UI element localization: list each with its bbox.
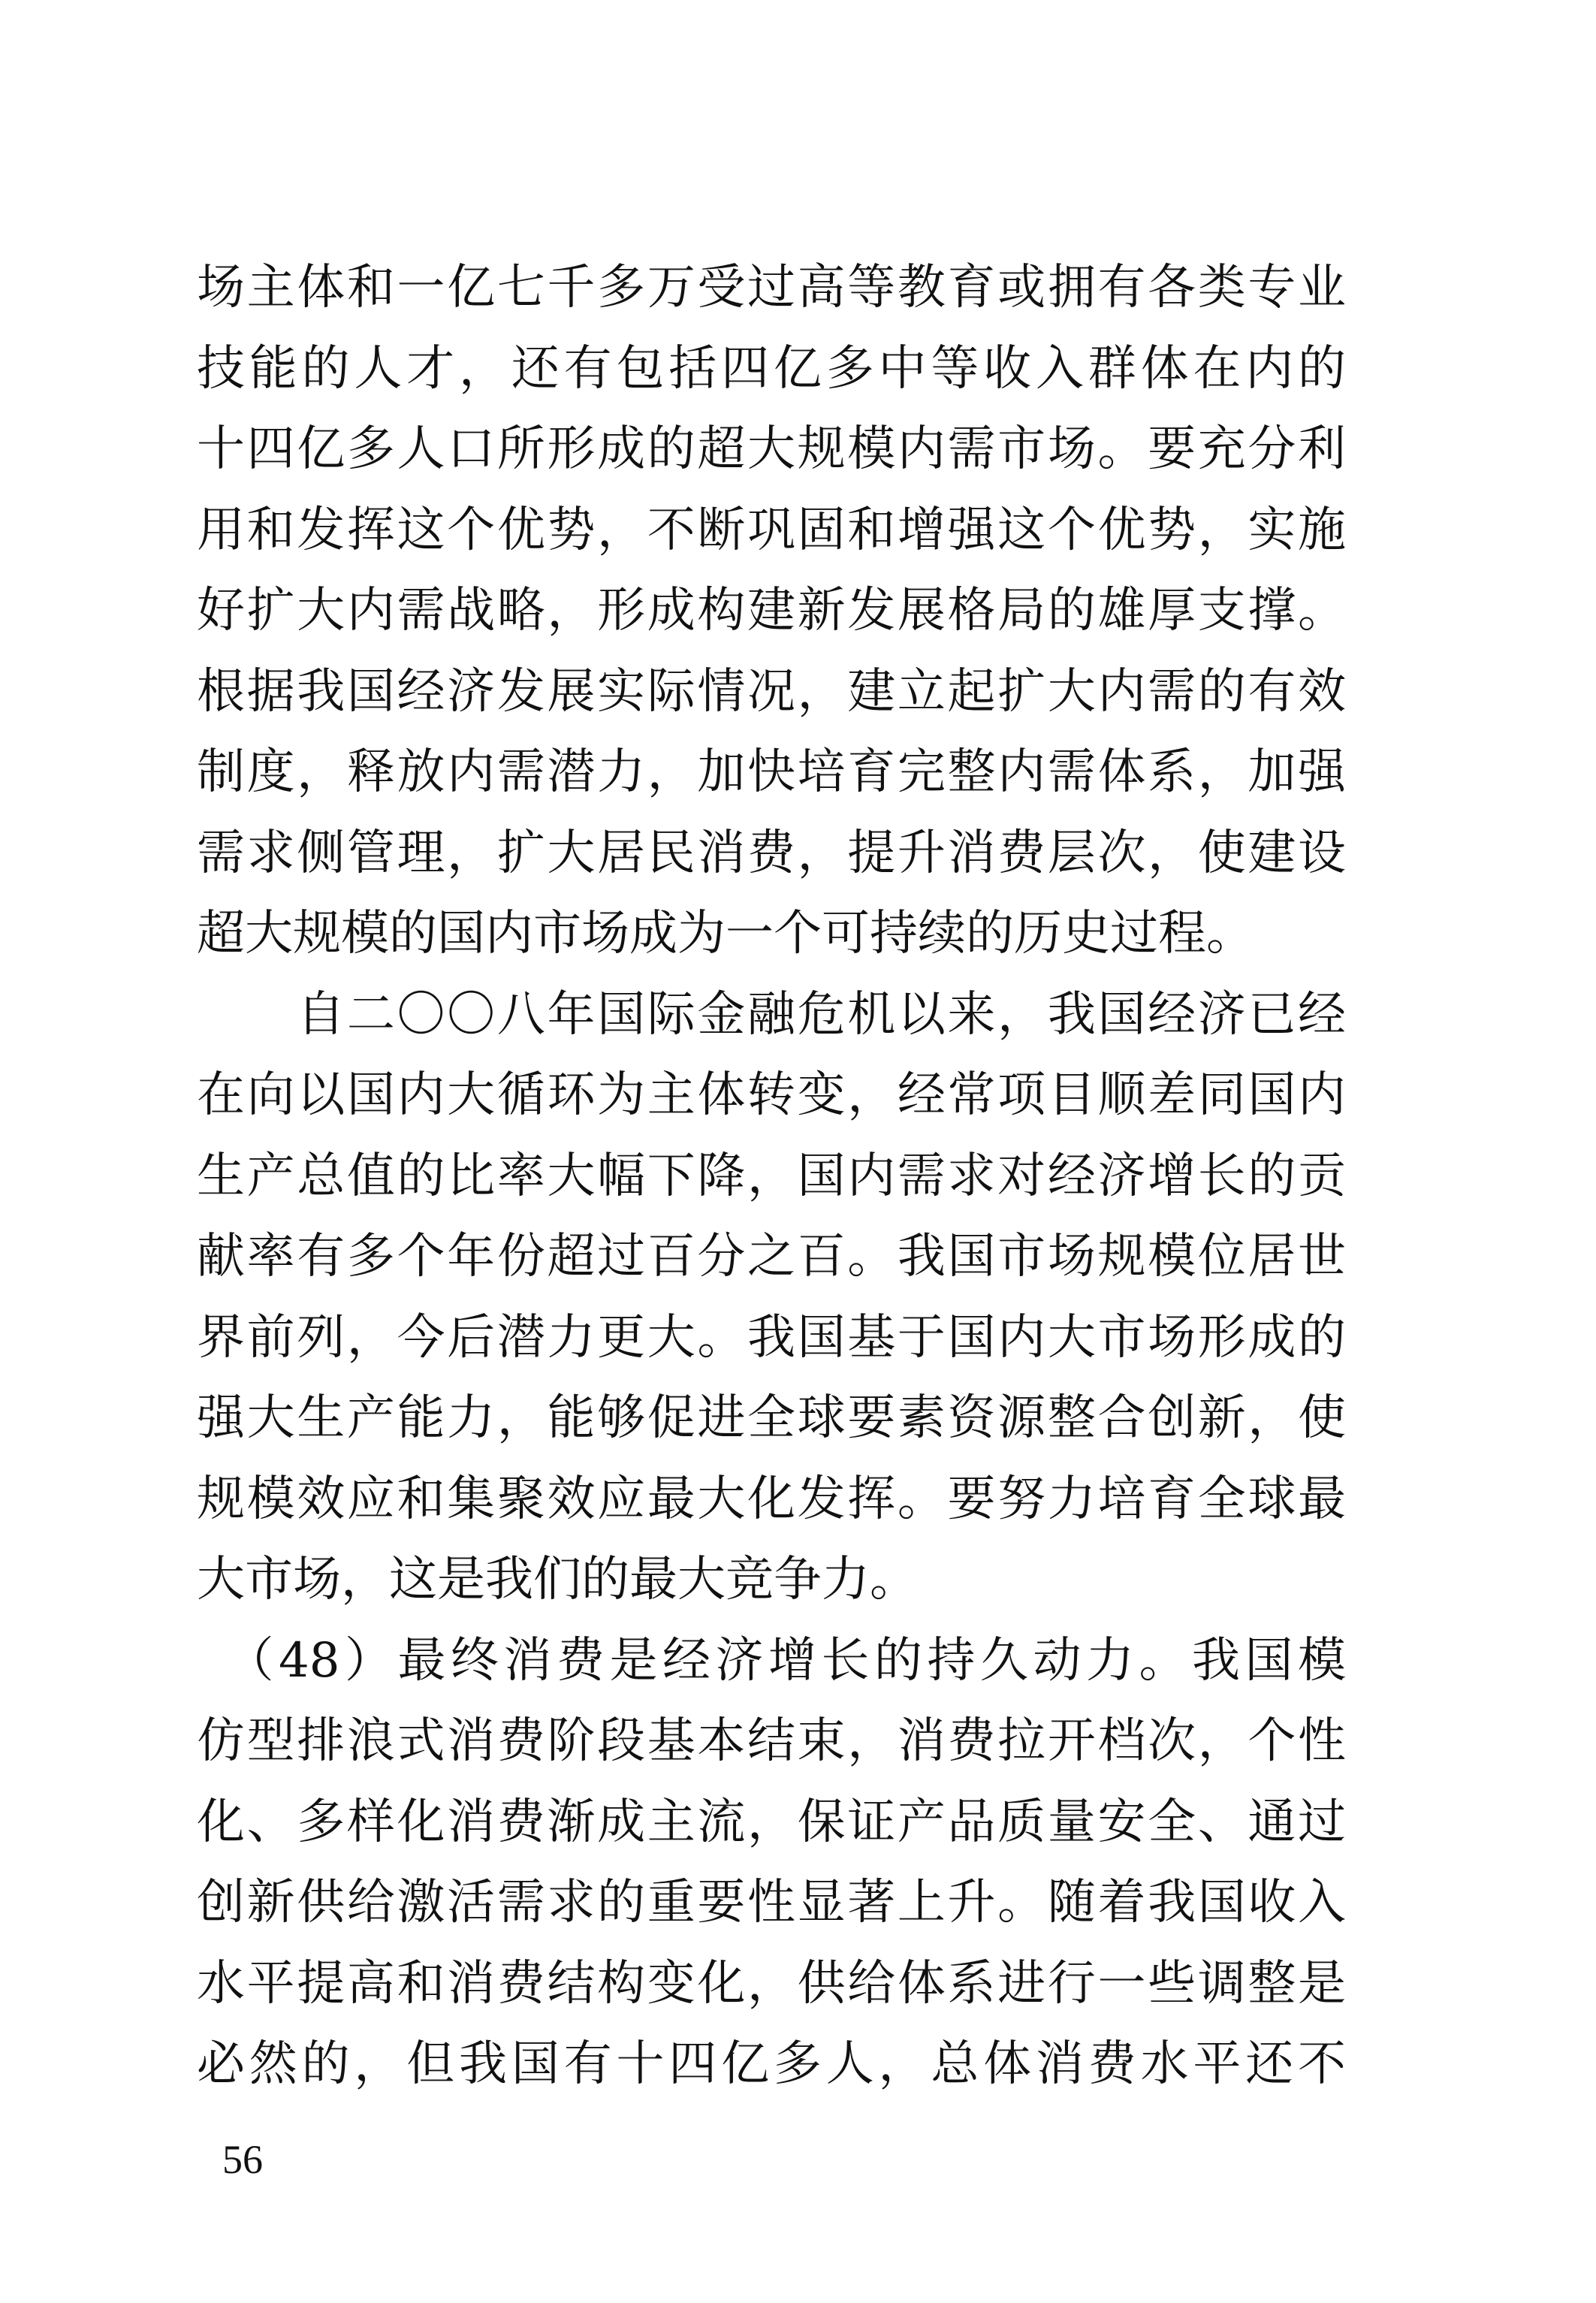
text-line: 化、多样化消费渐成主流，保证产品质量安全、通过 [197,1794,1346,1850]
text-line: 技能的人才，还有包括四亿多中等收入群体在内的 [197,340,1346,397]
text-line: 自二〇〇八年国际金融危机以来，我国经济已经 [197,986,1346,1043]
text-line: 场主体和一亿七千多万受过高等教育或拥有各类专业 [197,260,1346,315]
text-line: 创新供给激活需求的重要性显著上升。随着我国收入 [197,1875,1346,1930]
text-line: 规模效应和集聚效应最大化发挥。要努力培育全球最 [197,1471,1346,1527]
text-line: 需求侧管理，扩大居民消费，提升消费层次，使建设 [197,825,1346,881]
text-line: 献率有多个年份超过百分之百。我国市场规模位居世 [197,1229,1346,1284]
text-line: 界前列，今后潜力更大。我国基于国内大市场形成的 [197,1309,1346,1366]
text-line: 在向以国内大循环为主体转变，经常项目顺差同国内 [197,1067,1346,1123]
text-line: 好扩大内需战略，形成构建新发展格局的雄厚支撑。 [197,583,1346,638]
body-text [197,248,1346,2105]
text-line: 超大规模的国内市场成为一个可持续的历史过程。 [197,906,1254,961]
text-line: 用和发挥这个优势，不断巩固和增强这个优势，实施 [197,502,1346,558]
text-line: 生产总值的比率大幅下降，国内需求对经济增长的贡 [197,1148,1346,1204]
text-line: 必然的，但我国有十四亿多人，总体消费水平还不 [197,2036,1346,2092]
text-line: 十四亿多人口所形成的超大规模内需市场。要充分利 [197,421,1346,477]
text-line: 根据我国经济发展实际情况，建立起扩大内需的有效 [197,663,1346,720]
text-line: 强大生产能力，能够促进全球要素资源整合创新，使 [197,1390,1346,1446]
text-line: 大市场，这是我们的最大竞争力。 [197,1552,918,1607]
text-line: （48）最终消费是经济增长的持久动力。我国模 [197,1632,1346,1689]
page-number: 56 [222,2137,263,2182]
text-line: 制度，释放内需潜力，加快培育完整内需体系，加强 [197,744,1346,800]
text-line: 水平提高和消费结构变化，供给体系进行一些调整是 [197,1955,1346,2012]
text-line: 仿型排浪式消费阶段基本结束，消费拉开档次，个性 [197,1713,1346,1769]
